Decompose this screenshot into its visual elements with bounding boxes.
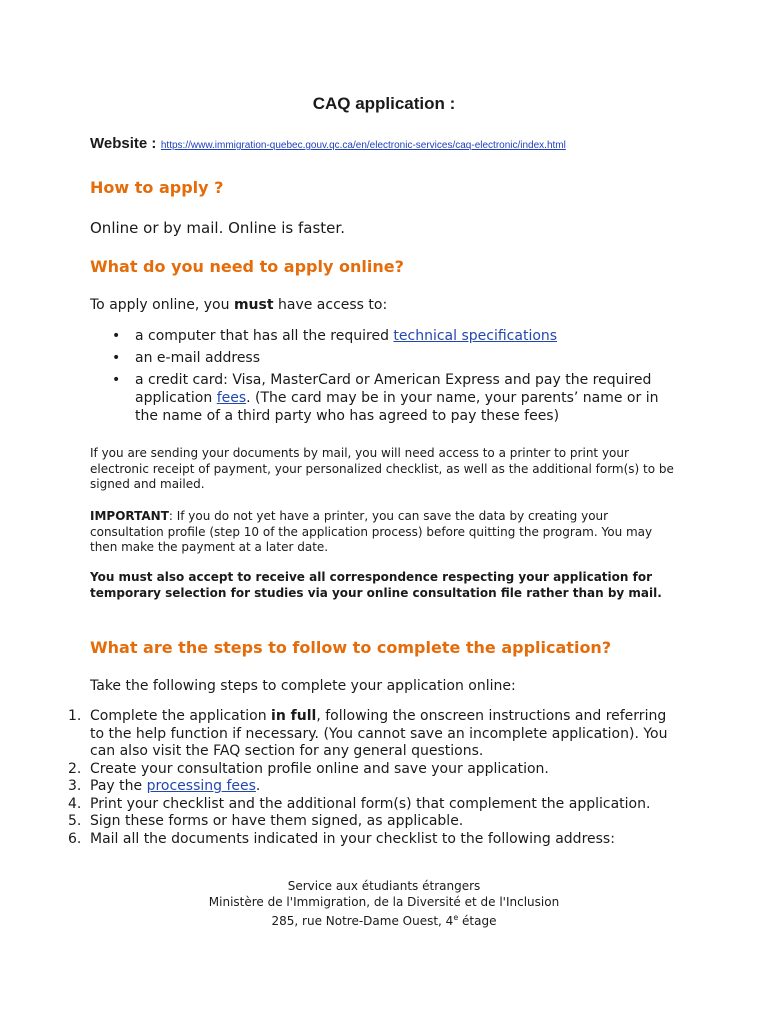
step-text: Print your checklist and the additional form(s) that complement the application. xyxy=(90,795,651,812)
steps-intro: Take the following steps to complete your application online: xyxy=(90,678,516,694)
address-street: 285, rue Notre-Dame Ouest, 4 xyxy=(271,914,454,928)
bullet-icon: • xyxy=(112,328,121,344)
step-number: 1. xyxy=(68,708,82,724)
step-number: 5. xyxy=(68,813,82,829)
step-text-end: . xyxy=(255,778,261,794)
list-item xyxy=(90,349,670,367)
list-item-text: an e-mail address xyxy=(135,350,261,366)
list-item xyxy=(90,371,670,425)
how-to-apply-text: Online or by mail. Online is faster. xyxy=(90,219,345,237)
step-item xyxy=(60,778,680,796)
important-text: : If you do not yet have a printer, you can save the data by creating your consultation profile (step 10 of the application process) before quitting the program. You may then make the payment at a later date. xyxy=(90,509,653,554)
address-line-2: Ministère de l'Immigration, de la Diversité et de l'Inclusion xyxy=(208,894,560,909)
address-floor: étage xyxy=(458,914,497,928)
technical-specifications-link[interactable]: technical specifications xyxy=(393,328,558,344)
intro-bold: must xyxy=(233,297,274,313)
bullet-icon: • xyxy=(112,372,121,388)
step-text: Complete the application xyxy=(90,708,272,724)
step-bold: in full xyxy=(271,708,317,724)
step-text: Mail all the documents indicated in your checklist to the following address: xyxy=(90,830,615,847)
need-online-intro xyxy=(90,297,387,313)
intro-text-end: have access to: xyxy=(273,297,388,313)
list-item-text: a computer that has all the required xyxy=(135,328,394,344)
requirements-list xyxy=(90,327,670,429)
step-number: 2. xyxy=(68,760,82,777)
important-label: IMPORTANT xyxy=(90,509,169,523)
step-item xyxy=(60,708,680,761)
list-item-text-end: . (The card may be in your name, your parents’ name or in the name of a third party who has agreed to pay these fees) xyxy=(135,390,659,424)
website-label: Website : xyxy=(90,135,157,152)
list-item xyxy=(90,327,670,345)
step-number: 6. xyxy=(68,830,82,847)
page-title: CAQ application : xyxy=(312,94,456,113)
step-item xyxy=(60,813,680,831)
steps-list xyxy=(60,708,680,848)
intro-text: To apply online, you xyxy=(90,297,234,313)
bullet-icon: • xyxy=(112,350,121,366)
heading-steps: What are the steps to follow to complete the application? xyxy=(90,638,612,657)
important-paragraph xyxy=(90,509,680,556)
address-line-3 xyxy=(0,910,768,930)
list-item-text: a credit card: Visa, MasterCard or American Express and pay the required application xyxy=(135,372,652,406)
step-item xyxy=(60,796,680,814)
step-number: 4. xyxy=(68,795,82,812)
step-item xyxy=(60,831,680,849)
step-text-end: , following the onscreen instructions and referring to the help function if necessary. (You cannot save an incomplete application). You can also visit the FAQ section for any general questions. xyxy=(90,708,668,759)
heading-need-online: What do you need to apply online? xyxy=(90,257,404,276)
step-text: Create your consultation profile online and save your application. xyxy=(90,760,549,777)
step-text: Pay the xyxy=(90,778,147,794)
step-item xyxy=(60,761,680,779)
mailing-address xyxy=(0,879,768,930)
mail-paragraph: If you are sending your documents by mail, you will need access to a printer to print your electronic receipt of payment, your personalized checklist, as well as the additional form(s) to be signed and mailed. xyxy=(90,446,674,491)
step-number: 3. xyxy=(68,778,82,794)
fees-link[interactable]: fees xyxy=(216,390,247,406)
address-sup: e xyxy=(453,913,459,922)
website-line xyxy=(90,135,566,153)
website-link[interactable]: https://www.immigration-quebec.gouv.qc.ca/en/electronic-services/caq-electronic/index.html xyxy=(160,140,566,151)
step-text: Sign these forms or have them signed, as applicable. xyxy=(90,813,464,829)
accept-paragraph: You must also accept to receive all correspondence respecting your application for temporary selection for studies via your online consultation file rather than by mail. xyxy=(90,570,662,600)
heading-how-to-apply: How to apply ? xyxy=(90,178,224,197)
processing-fees-link[interactable]: processing fees xyxy=(146,778,256,794)
address-line-1: Service aux étudiants étrangers xyxy=(287,879,481,893)
